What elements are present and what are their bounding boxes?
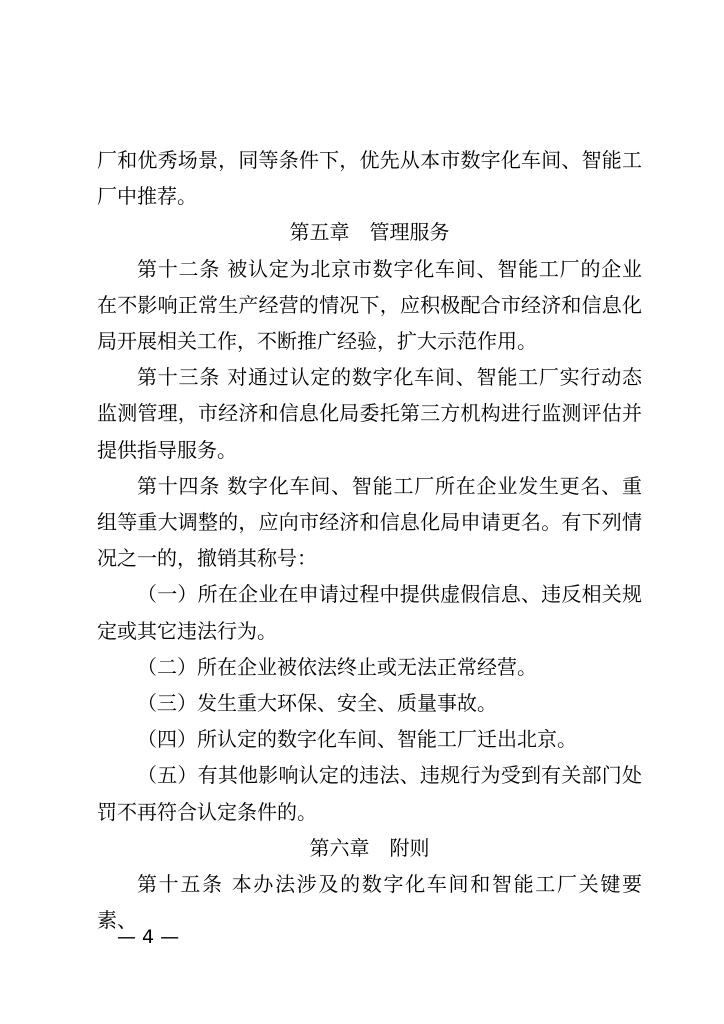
article-15: 第十五条 本办法涉及的数字化车间和智能工厂关键要素、 [97, 872, 642, 933]
chapter-heading-6: 第六章 附则 [309, 835, 430, 860]
article-12: 第十二条 被认定为北京市数字化车间、智能工厂的企业在不影响正常生产经营的情况下，应积极配合市经济和信息化局开展相关工作，不断推广经验，扩大示范作用。 [97, 256, 642, 354]
article-14: 第十四条 数字化车间、智能工厂所在企业发生更名、重组等重大调整的，应向市经济和信息化局申请更名。有下列情况之一的，撤销其称号： [97, 473, 642, 571]
document-body [97, 142, 642, 938]
list-item-1: （一）所在企业在申请过程中提供虚假信息、违反相关规定或其它违法行为。 [97, 582, 642, 643]
chapter-heading-5: 第五章 管理服务 [289, 220, 450, 245]
page-number: — 4 — [117, 926, 180, 948]
article-13: 第十三条 对通过认定的数字化车间、智能工厂实行动态监测管理，市经济和信息化局委托第三方机构进行监测评估并提供指导服务。 [97, 365, 642, 462]
list-item-2: （二）所在企业被依法终止或无法正常经营。 [137, 654, 537, 679]
list-item-5: （五）有其他影响认定的违法、违规行为受到有关部门处罚不再符合认定条件的。 [97, 763, 642, 824]
paragraph-continuation: 厂和优秀场景，同等条件下，优先从本市数字化车间、智能工厂中推荐。 [97, 148, 642, 209]
list-item-4: （四）所认定的数字化车间、智能工厂迁出北京。 [137, 727, 577, 752]
list-item-3: （三）发生重大环保、安全、质量事故。 [137, 691, 497, 716]
